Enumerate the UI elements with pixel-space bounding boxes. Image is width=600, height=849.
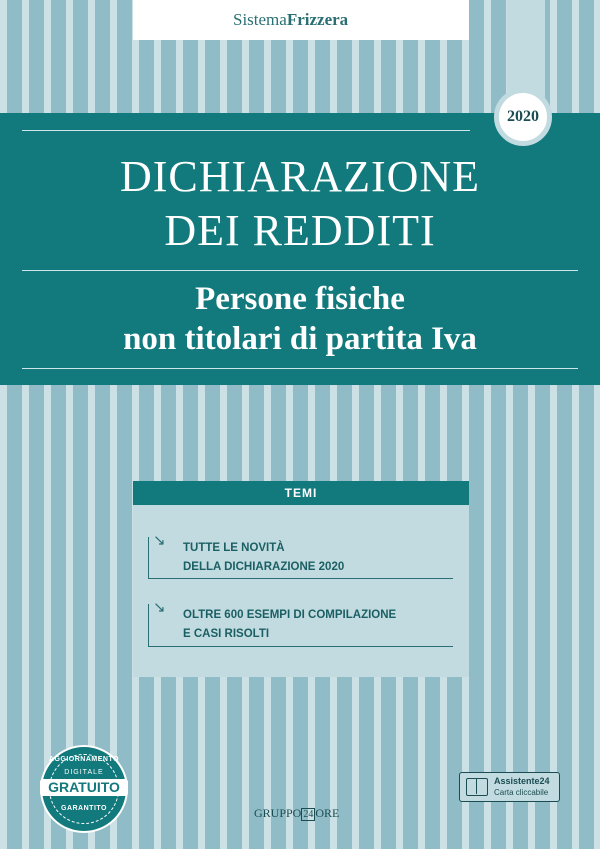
- badge-digital-text: DIGITALE: [64, 769, 104, 776]
- year-badge: 2020: [494, 88, 552, 146]
- temi-item-2: [148, 599, 453, 647]
- arrow-down-right-icon: ↘: [153, 599, 166, 616]
- title-rule-middle: [22, 270, 578, 271]
- badge-main-text: GRATUITO: [40, 779, 128, 796]
- temi-item-text: OLTRE 600 ESEMPI DI COMPILAZIONE E CASI RISOLTI: [183, 609, 397, 640]
- subtitle-line2: non titolari di partita Iva: [123, 321, 477, 357]
- assistente-subtitle: Carta cliccabile: [494, 788, 549, 797]
- temi-heading: TEMI: [133, 481, 469, 505]
- badge-bottom-text: GARANTITO: [61, 805, 107, 812]
- temi-item-1: [148, 532, 453, 579]
- book-icon: [466, 778, 488, 796]
- arrow-down-right-icon: ↘: [153, 532, 166, 549]
- assistente-badge: [459, 772, 560, 802]
- main-title-line2: DEI REDDITI: [164, 206, 436, 255]
- publisher-logo: GRUPPO 24 ORE: [254, 806, 340, 820]
- temi-item-text: TUTTE LE NOVITÀ DELLA DICHIARAZIONE 2020: [183, 542, 345, 573]
- title-rule-bottom: [22, 368, 578, 369]
- assistente-title: Assistente24: [494, 776, 550, 786]
- brand-logo: SistemaFrizzera: [233, 10, 349, 29]
- title-band: [0, 113, 600, 385]
- badge-top-text: AGGIORNAMENTO: [48, 756, 120, 763]
- temi-panel: [133, 481, 469, 677]
- subtitle-line1: Persone fisiche: [195, 281, 405, 317]
- gratuito-badge: [40, 745, 128, 833]
- brand-bar: [133, 0, 469, 40]
- title-rule-top: [22, 130, 470, 131]
- main-title-line1: DICHIARAZIONE: [119, 152, 481, 201]
